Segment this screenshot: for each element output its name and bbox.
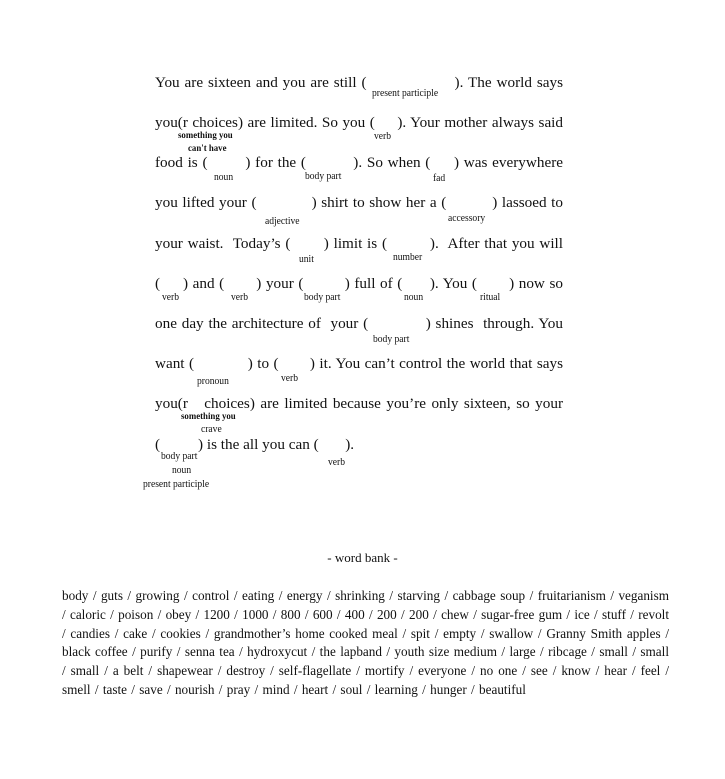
poem-line-6: ( ) and ( ) your ( ) full of ( ). You ( ) now so (155, 275, 563, 292)
poem-line-10: ( ) is the all you can ( ). (155, 436, 355, 453)
blank-hint: unit (299, 254, 314, 265)
blank-hint: verb (328, 457, 345, 468)
blank-hint: can't have (188, 143, 227, 154)
blank-hint: present participle (143, 479, 210, 490)
blank-hint: verb (281, 373, 298, 384)
poem-line-9: you(r choices) are limited because you’re only sixteen, so your (155, 395, 563, 412)
blank-hint: noun (404, 292, 424, 303)
blank-hint: noun (214, 172, 234, 183)
blank-hint: body part (305, 171, 342, 182)
poem-line-1: You are sixteen and you are still ( ). The world says (155, 74, 563, 91)
blank-hint: body part (161, 451, 198, 462)
blank-hint: crave (201, 424, 222, 435)
poem-line-5: your waist. Today’s ( ) limit is ( ). After that you will (155, 235, 563, 252)
blank-hint: verb (162, 292, 179, 303)
word-bank-title: - word bank - (327, 550, 398, 565)
poem-line-7: one day the architecture of your ( ) shines through. You (155, 315, 563, 332)
blank-hint: ritual (480, 292, 501, 303)
blank-hint: verb (231, 292, 248, 303)
blank-hint: body part (304, 292, 341, 303)
blank-hint: body part (373, 334, 410, 345)
blank-hint: noun (172, 465, 192, 476)
word-bank-text: body / guts / growing / control / eating / energy / shrinking / starving / cabbage soup / fruitarianism / veganism / caloric / poison / obey / 1200 / 1000 / 800 / 600 / 400 / 200 / 200 / chew / sugar-free gum / ice / stuff / revolt / candies / cake / cookies / grandmother’s home cooked meal / spit / empty / swallow / Granny Smith apples / black coffee / purify / senna tea / hydroxycut / the lapband / youth size medium / large / ribcage / small / small / small / a belt / shapewear / destroy / self-flagellate / mortify / everyone / no one / see / know / hear / feel / smell / taste / save / nourish / pray / mind / heart / soul / learning / hunger / beautiful (62, 588, 669, 697)
blank-hint: fad (433, 173, 446, 184)
blank-hint: accessory (448, 213, 486, 224)
blank-hint: verb (374, 131, 391, 142)
poem-line-8: want ( ) to ( ) it. You can’t control the world that says (155, 355, 563, 372)
blank-hint: something you (178, 130, 233, 141)
poem-line-3: food is ( ) for the ( ). So when ( ) was everywhere (155, 154, 563, 171)
poem-line-2: you(r choices) are limited. So you ( ). Your mother always said (155, 114, 563, 131)
blank-hint: something you (181, 411, 236, 422)
poem-line-4: you lifted your ( ) shirt to show her a ( ) lassoed to (155, 194, 563, 211)
blank-hint: present participle (372, 88, 439, 99)
blank-hint: pronoun (197, 376, 229, 387)
blank-hint: adjective (265, 216, 300, 227)
blank-hint: number (393, 252, 423, 263)
